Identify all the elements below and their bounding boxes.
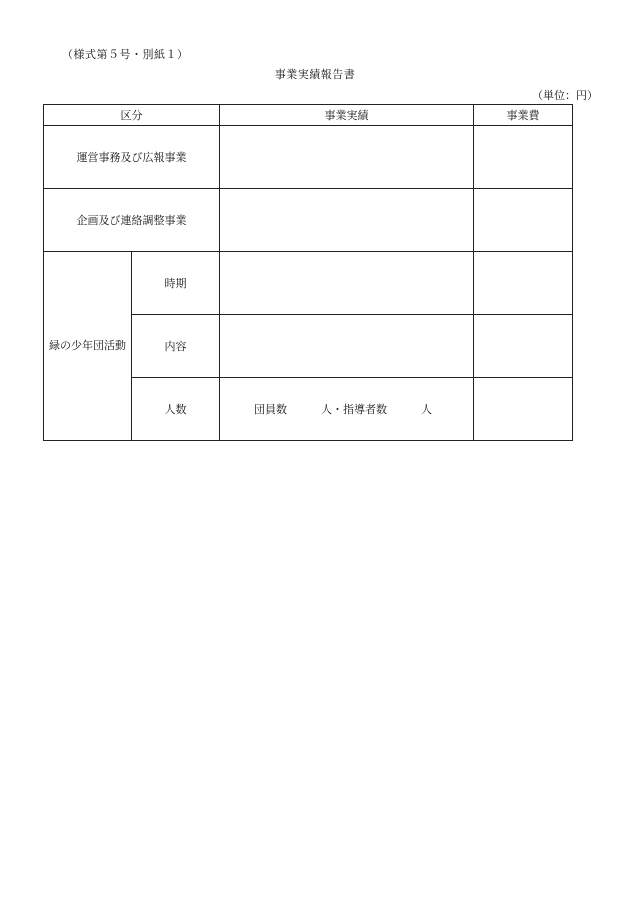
sub-label-period: 時期	[132, 252, 220, 315]
table-header-row	[44, 105, 573, 126]
document-title: 事業実績報告書	[274, 68, 356, 81]
header-category: 区分	[44, 105, 220, 126]
headcount-line	[220, 401, 473, 417]
content-results-cell[interactable]	[220, 315, 474, 378]
planning-cost-cell[interactable]	[474, 189, 573, 252]
members-unit: 人・指導者数	[321, 403, 387, 416]
sub-label-content: 内容	[132, 315, 220, 378]
row-label-operations: 運営事務及び広報事業	[44, 126, 220, 189]
members-label: 団員数	[254, 403, 287, 416]
table-row-period	[44, 252, 573, 315]
planning-results-cell[interactable]	[220, 189, 474, 252]
operations-results-cell[interactable]	[220, 126, 474, 189]
report-table	[43, 104, 573, 441]
sub-label-headcount: 人数	[132, 378, 220, 441]
headcount-results-cell[interactable]	[220, 378, 474, 441]
table-row-operations	[44, 126, 573, 189]
header-cost: 事業費	[474, 105, 573, 126]
leaders-unit: 人	[421, 403, 432, 416]
unit-label: （単位：円）	[532, 89, 598, 102]
period-results-cell[interactable]	[220, 252, 474, 315]
header-results: 事業実績	[220, 105, 474, 126]
period-cost-cell[interactable]	[474, 252, 573, 315]
row-label-planning: 企画及び連絡調整事業	[44, 189, 220, 252]
content-cost-cell[interactable]	[474, 315, 573, 378]
row-label-green-youth: 緑の少年団活動	[44, 252, 132, 441]
form-number: （様式第５号・別紙１）	[62, 48, 189, 61]
table-row-planning	[44, 189, 573, 252]
operations-cost-cell[interactable]	[474, 126, 573, 189]
headcount-cost-cell[interactable]	[474, 378, 573, 441]
